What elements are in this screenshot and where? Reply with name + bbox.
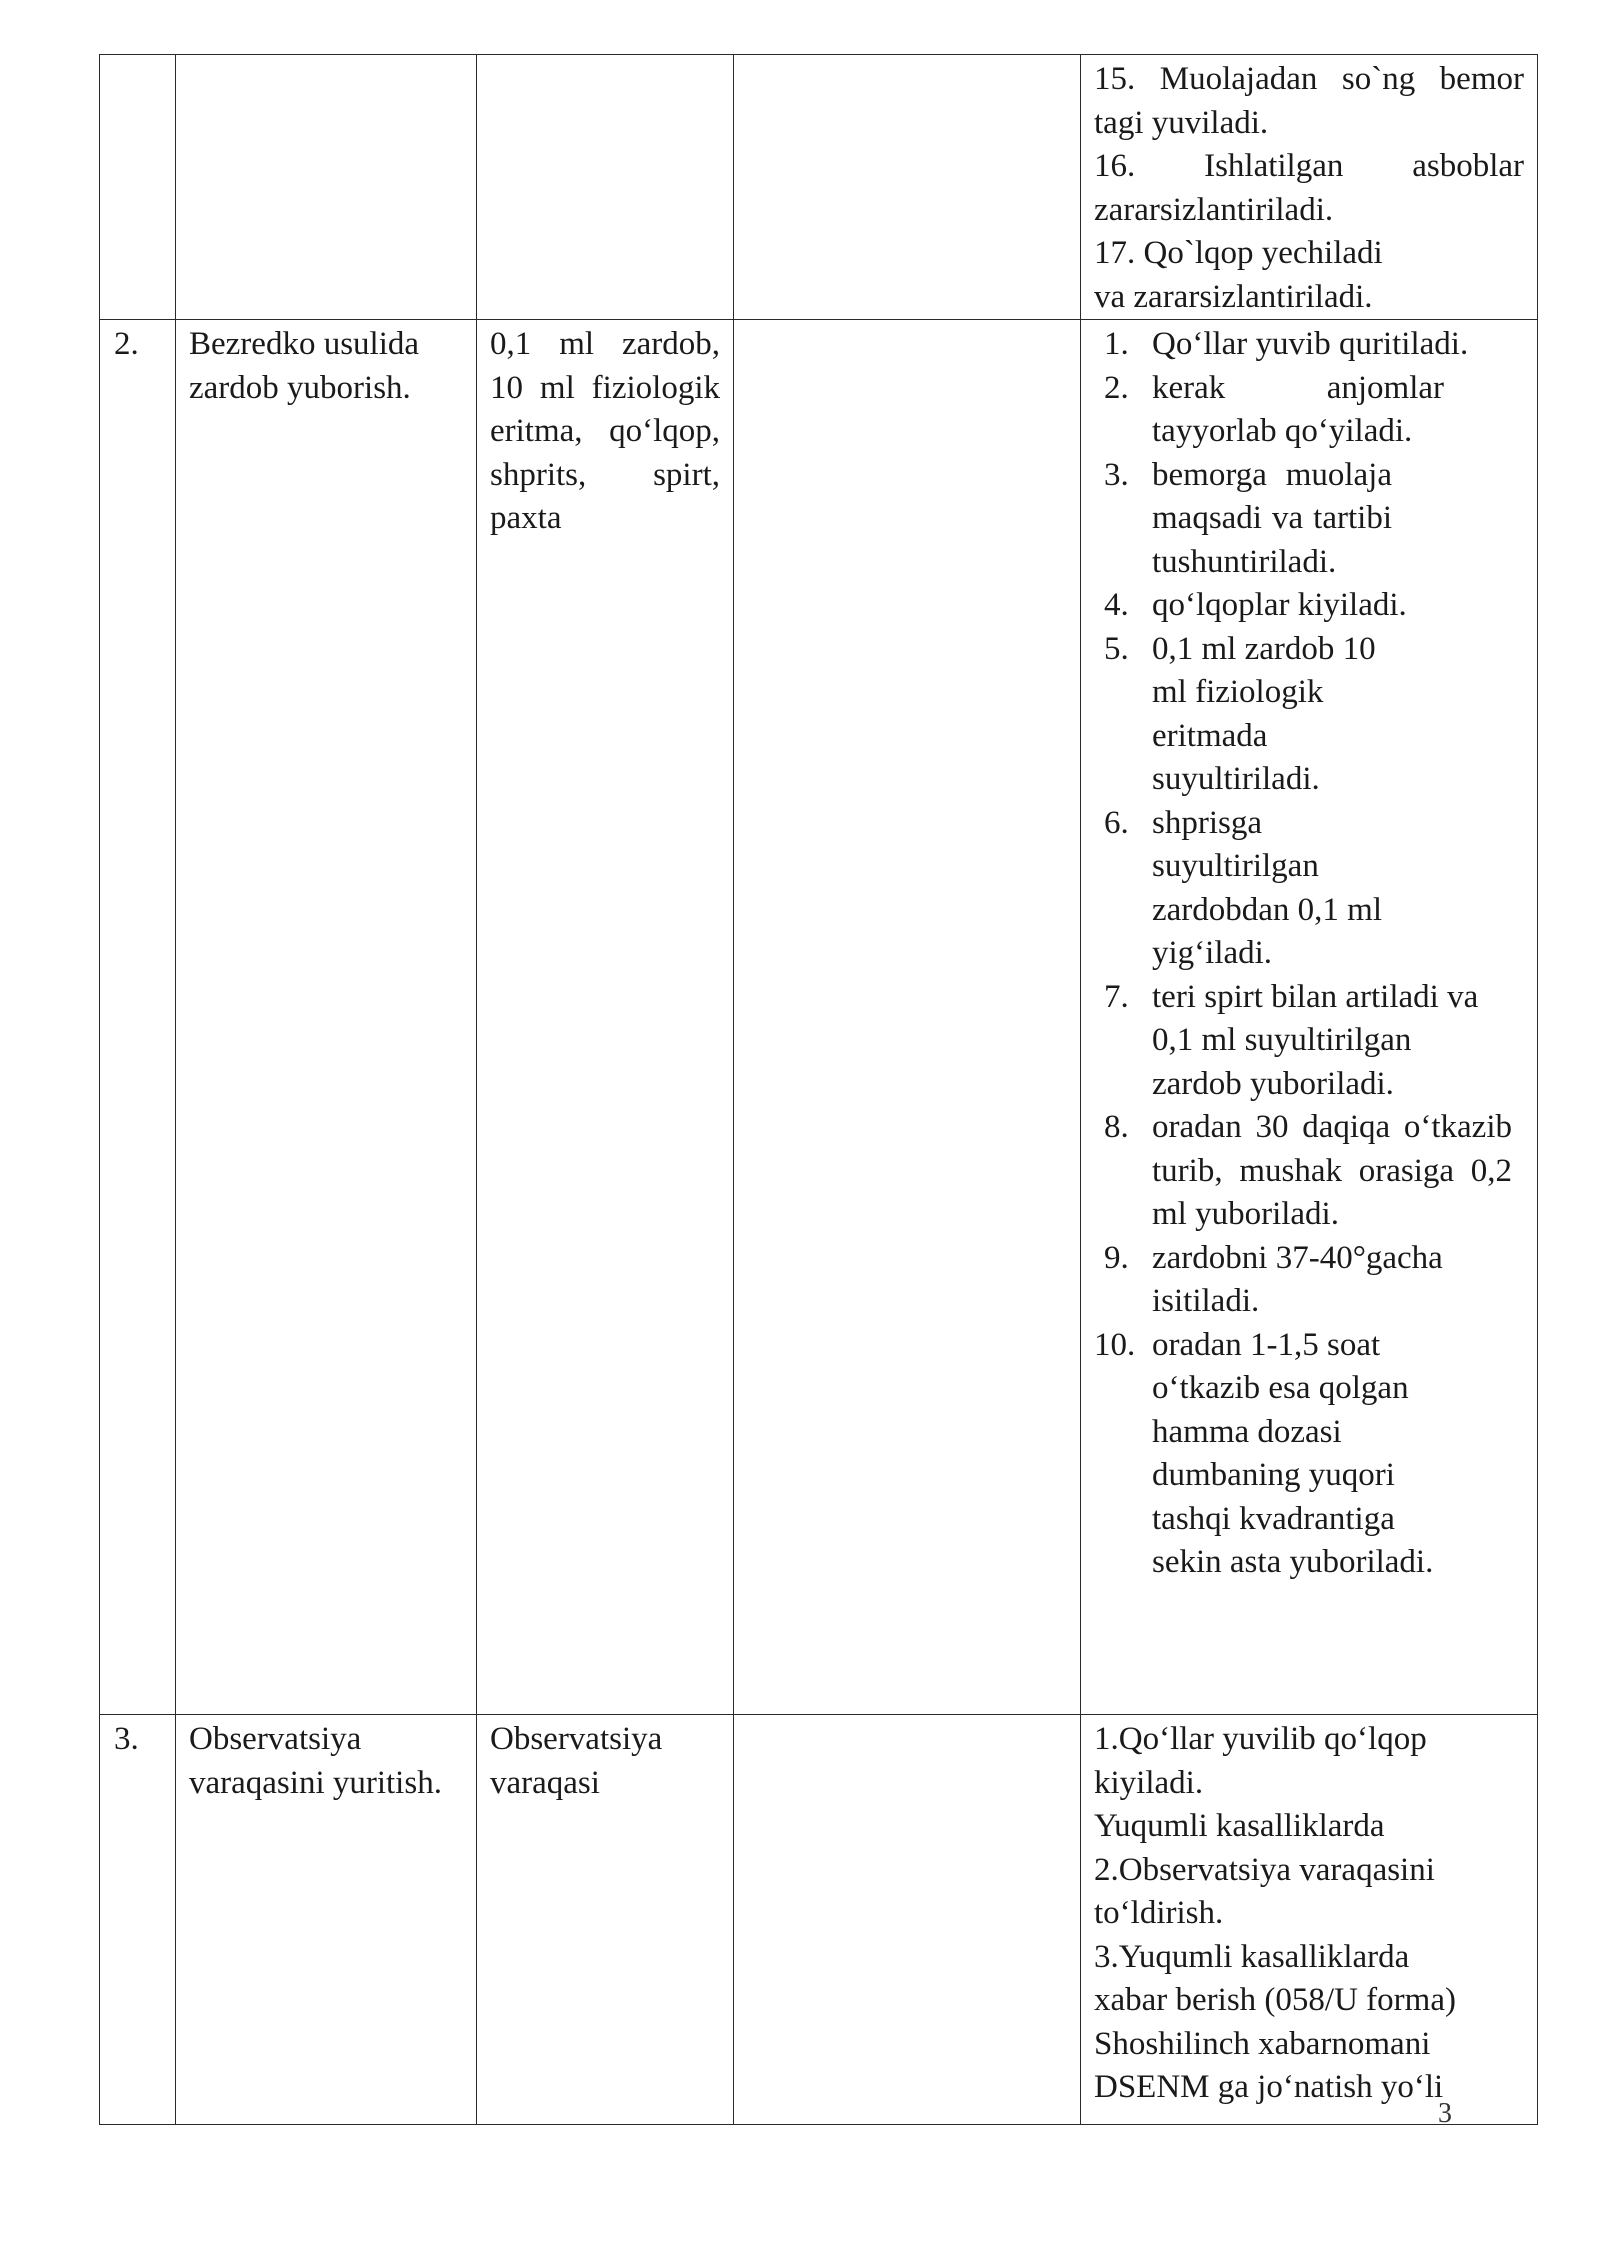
- step-text: zardobni 37-40°gacha isitiladi.: [1152, 1239, 1443, 1319]
- step-line: 2.Observatsiya varaqasini: [1094, 1851, 1435, 1888]
- list-item: [1094, 367, 1524, 454]
- page-number: 3: [1438, 2098, 1452, 2129]
- step-number: 6.: [1104, 804, 1129, 841]
- empty-cell: [734, 320, 1081, 1715]
- step-number: 3.: [1104, 456, 1129, 493]
- list-item: [1094, 454, 1524, 585]
- procedure-table: [99, 54, 1538, 2125]
- empty-cell: [734, 55, 1081, 320]
- step-line: 15. Muolajadan so`ng bemor: [1094, 61, 1524, 97]
- step-number: 2.: [1104, 369, 1129, 406]
- step-line: Shoshilinch xabarnomani: [1094, 2025, 1431, 2062]
- step-text: bemorga muolaja maqsadi va tartibi tushuntiriladi.: [1152, 456, 1392, 580]
- materials-cell: 0,1 ml zardob, 10 ml fiziologik eritma, qo‘lqop, shprits, spirt, paxta: [477, 320, 734, 1715]
- step-line: va zararsizlantiriladi.: [1094, 278, 1373, 315]
- list-item: [1094, 1324, 1524, 1585]
- row-number-cell: 2.: [100, 320, 176, 1715]
- row-number-cell: 3.: [100, 1715, 176, 2125]
- step-number: 9.: [1104, 1239, 1129, 1276]
- step-line: 3.Yuqumli kasalliklarda: [1094, 1938, 1410, 1975]
- step-line: 1.Qo‘llar yuvilib qo‘lqop: [1094, 1721, 1427, 1757]
- list-item: [1094, 802, 1524, 976]
- row-number-cell: [100, 55, 176, 320]
- step-line: tagi yuviladi.: [1094, 104, 1269, 141]
- table-row: [100, 1715, 1538, 2125]
- step-number: 8.: [1104, 1109, 1129, 1145]
- step-number: 5.: [1104, 630, 1129, 667]
- step-line: 17. Qo`lqop yechiladi: [1094, 235, 1383, 271]
- step-line: DSENM ga jo‘natish yo‘li: [1094, 2069, 1444, 2105]
- step-text: shprisga suyultirilgan zardobdan 0,1 ml yig‘iladi.: [1152, 804, 1383, 971]
- step-text: 0,1 ml zardob 10 ml fiziologik eritmada suyultiriladi.: [1152, 630, 1376, 797]
- step-number: 4.: [1104, 587, 1129, 623]
- step-text: oradan 30 daqiqa o‘tkazib turib, mushak orasiga 0,2 ml yuboriladi.: [1152, 1109, 1512, 1232]
- materials-cell: [477, 55, 734, 320]
- steps-cell: [1081, 320, 1538, 1715]
- step-line: Yuqumli kasalliklarda: [1094, 1808, 1385, 1844]
- step-text: qo‘lqoplar kiyiladi.: [1152, 587, 1407, 623]
- procedure-name-cell: Bezredko usulida zardob yuborish.: [176, 320, 477, 1715]
- steps-list: [1094, 323, 1524, 1585]
- empty-cell: [734, 1715, 1081, 2125]
- step-line: xabar berish (058/U forma): [1094, 1982, 1456, 2018]
- step-line: 16. Ishlatilgan asboblar: [1094, 148, 1524, 184]
- step-text: oradan 1-1,5 soat o‘tkazib esa qolgan hamma dozasi dumbaning yuqori tashqi kvadrantiga sekin asta yuboriladi.: [1152, 1326, 1434, 1580]
- procedure-name-cell: [176, 55, 477, 320]
- list-item: [1094, 628, 1524, 802]
- step-text: teri spirt bilan artiladi va 0,1 ml suyultirilgan zardob yuboriladi.: [1152, 978, 1479, 1102]
- list-item: [1094, 1237, 1524, 1324]
- step-number: 1.: [1104, 326, 1129, 362]
- list-item: [1094, 584, 1524, 628]
- step-text: Qo‘llar yuvib quritiladi.: [1152, 326, 1469, 362]
- step-line: zararsizlantiriladi.: [1094, 191, 1334, 228]
- list-item: [1094, 323, 1524, 367]
- procedure-name-cell: Observatsiya varaqasini yuritish.: [176, 1715, 477, 2125]
- steps-cell: [1081, 1715, 1538, 2125]
- step-line: to‘ldirish.: [1094, 1895, 1224, 1931]
- step-line: kiyiladi.: [1094, 1764, 1204, 1801]
- table-row: [100, 55, 1538, 320]
- step-text: kerak anjomlar tayyorlab qo‘yiladi.: [1152, 369, 1444, 449]
- step-number: 10.: [1094, 1326, 1136, 1363]
- steps-cell: [1081, 55, 1538, 320]
- list-item: [1094, 1106, 1524, 1237]
- step-number: 7.: [1104, 978, 1129, 1015]
- list-item: [1094, 976, 1524, 1107]
- materials-cell: Observatsiya varaqasi: [477, 1715, 734, 2125]
- table-row: [100, 320, 1538, 1715]
